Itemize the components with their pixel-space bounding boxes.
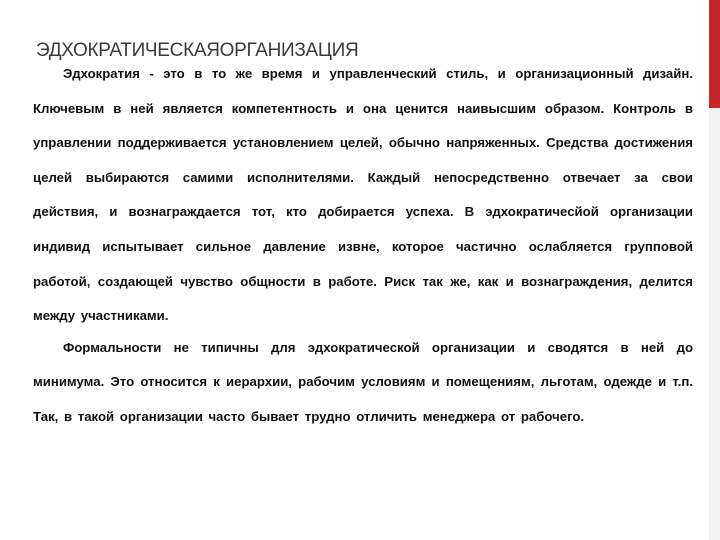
slide-body bbox=[33, 57, 693, 435]
accent-bar bbox=[709, 0, 720, 108]
paragraph-2: Формальности не типичны для эдхократической организации и сводятся в ней до минимума. Это относится к иерархии, рабочим условиям и помещениям, льготам, одежде и т.п. Так, в такой организации часто бывает трудно отличить менеджера от рабочего. bbox=[33, 339, 693, 424]
slide-title: ЭДХОКРАТИЧЕСКАЯОРГАНИЗАЦИЯ bbox=[36, 40, 359, 61]
accent-bar-light bbox=[709, 108, 720, 540]
paragraph-1: Эдхократия - это в то же время и управленческий стиль, и организационный дизайн. Ключевым в ней является компетентность и она ценится наивысшим образом. Контроль в управлении поддерживается установлением целей, обычно напряженных. Средства достижения целей выбираются самими исполнителями. Каждый непосредственно отвечает за свои действия, и вознаграждается тот, кто добирается успеха. В эдхократичесйой организации индивид испытывает сильное давление извне, которое частично ослабляется групповой работой, создающей чувство общности в работе. Риск так же, как и вознаграждения, делится между участниками. bbox=[33, 66, 693, 324]
